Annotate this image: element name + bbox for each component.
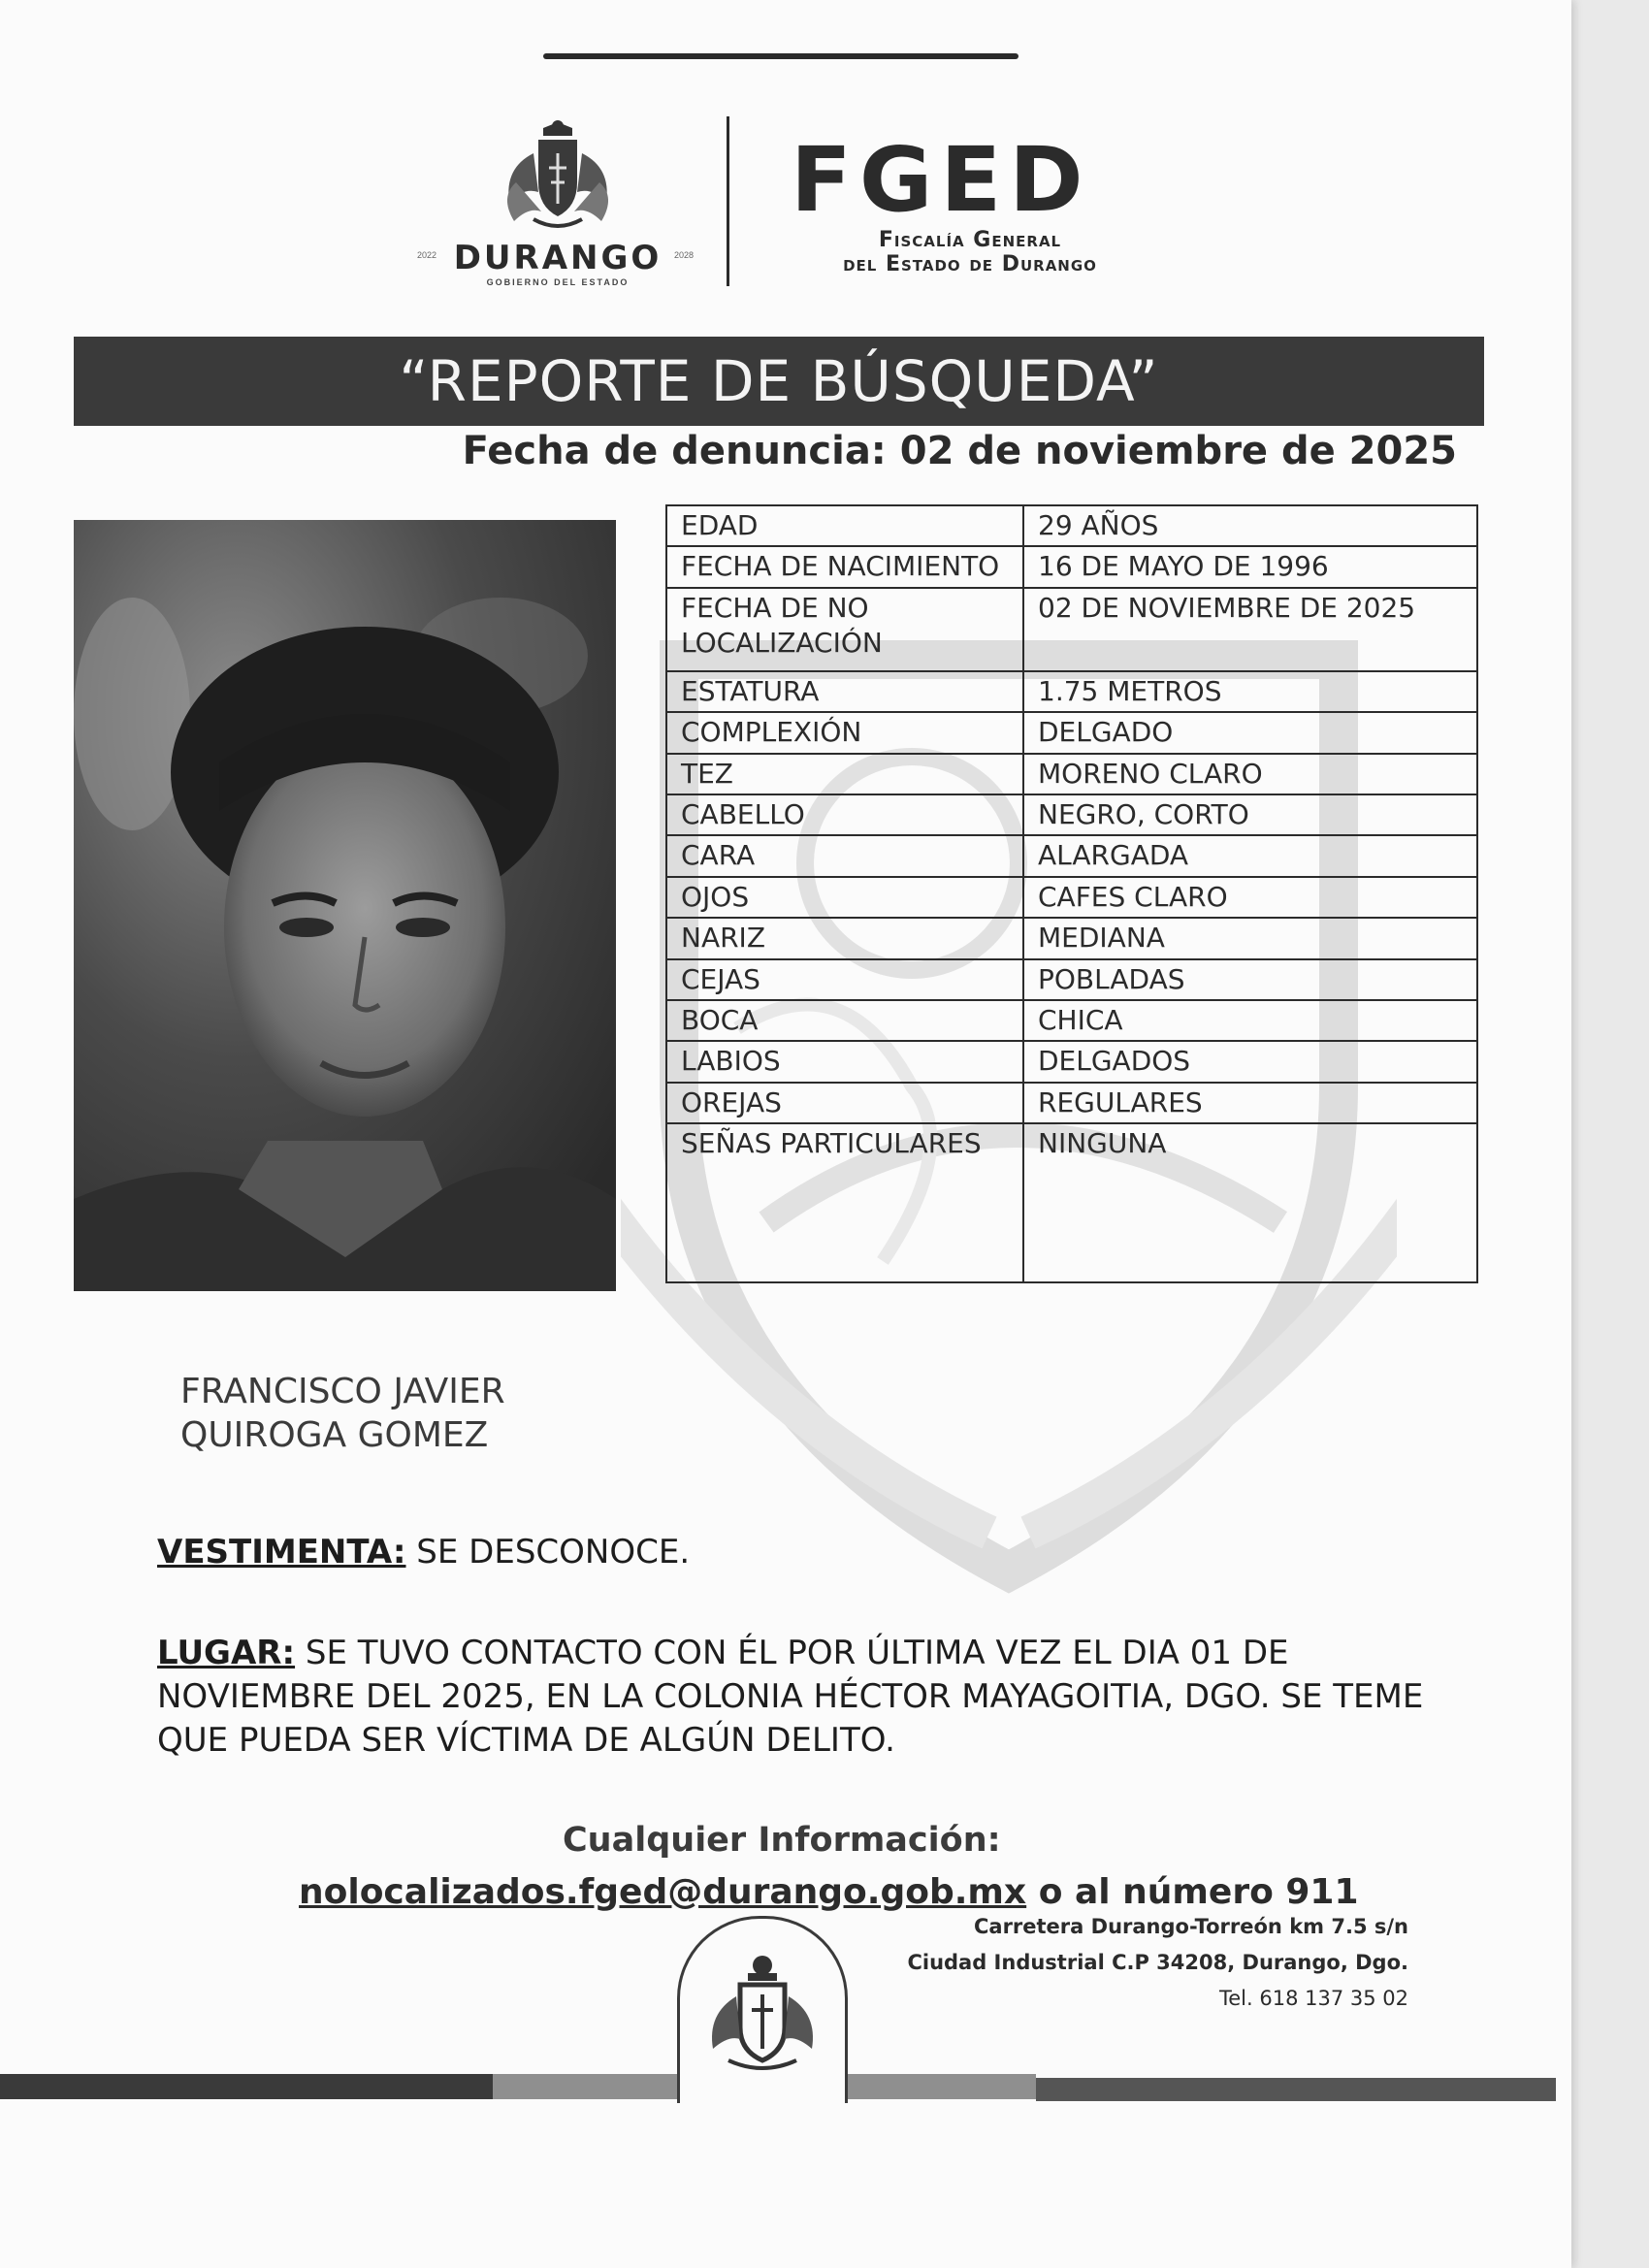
portrait-image xyxy=(74,520,616,1291)
detail-value: DELGADOS xyxy=(1023,1041,1477,1082)
clothing-section xyxy=(157,1533,690,1571)
details-row xyxy=(666,505,1477,546)
agency-name-line2: del Estado de Durango xyxy=(843,252,1097,277)
contact-heading: Cualquier Información: xyxy=(563,1821,1001,1860)
detail-label: LABIOS xyxy=(666,1041,1023,1082)
details-row xyxy=(666,546,1477,587)
detail-label: TEZ xyxy=(666,754,1023,794)
clothing-label: VESTIMENTA: xyxy=(157,1533,406,1571)
person-name-line2: QUIROGA GOMEZ xyxy=(180,1415,489,1455)
detail-label: BOCA xyxy=(666,1000,1023,1041)
footer-coat-of-arms-icon xyxy=(699,1952,825,2078)
detail-label: COMPLEXIÓN xyxy=(666,712,1023,753)
durango-state-logo xyxy=(417,114,698,289)
detail-value: MORENO CLARO xyxy=(1023,754,1477,794)
coat-of-arms-icon xyxy=(495,114,621,236)
place-section xyxy=(157,1632,1476,1764)
detail-value: CAFES CLARO xyxy=(1023,877,1477,918)
details-row xyxy=(666,712,1477,753)
top-rule xyxy=(543,53,1018,59)
office-address xyxy=(907,1909,1408,2016)
contact-phone: o al número 911 xyxy=(1038,1872,1359,1912)
durango-wordmark: DURANGO xyxy=(453,239,663,277)
detail-value: 02 DE NOVIEMBRE DE 2025 xyxy=(1023,588,1477,671)
detail-value: ALARGADA xyxy=(1023,835,1477,876)
person-details-table xyxy=(665,504,1478,1283)
details-row xyxy=(666,1123,1477,1282)
detail-value: NEGRO, CORTO xyxy=(1023,794,1477,835)
detail-label: OREJAS xyxy=(666,1083,1023,1123)
detail-label: CABELLO xyxy=(666,794,1023,835)
detail-value: REGULARES xyxy=(1023,1083,1477,1123)
details-row xyxy=(666,588,1477,671)
contact-email-link[interactable]: nolocalizados.fged@durango.gob.mx xyxy=(299,1872,1027,1912)
agency-name xyxy=(795,228,1145,277)
report-title: “REPORTE DE BÚSQUEDA” xyxy=(399,348,1159,414)
detail-value: 16 DE MAYO DE 1996 xyxy=(1023,546,1477,587)
detail-value: NINGUNA xyxy=(1023,1123,1477,1282)
logo-year-left: 2022 xyxy=(417,250,437,260)
details-row xyxy=(666,959,1477,1000)
details-row xyxy=(666,1083,1477,1123)
detail-value: 29 AÑOS xyxy=(1023,505,1477,546)
agency-acronym: FGED xyxy=(791,128,1091,232)
detail-label: EDAD xyxy=(666,505,1023,546)
person-name xyxy=(180,1370,505,1457)
details-row xyxy=(666,671,1477,712)
details-row xyxy=(666,794,1477,835)
detail-label: CEJAS xyxy=(666,959,1023,1000)
detail-label: FECHA DE NACIMIENTO xyxy=(666,546,1023,587)
details-row xyxy=(666,877,1477,918)
details-row xyxy=(666,1041,1477,1082)
detail-label: CARA xyxy=(666,835,1023,876)
address-line2: Ciudad Industrial C.P 34208, Durango, Dgo. xyxy=(907,1950,1408,1974)
detail-label: SEÑAS PARTICULARES xyxy=(666,1123,1023,1282)
logo-year-right: 2028 xyxy=(674,250,695,260)
detail-value: MEDIANA xyxy=(1023,918,1477,958)
header-divider xyxy=(727,116,729,286)
detail-value: DELGADO xyxy=(1023,712,1477,753)
detail-label: NARIZ xyxy=(666,918,1023,958)
details-row xyxy=(666,754,1477,794)
address-phone: Tel. 618 137 35 02 xyxy=(1219,1986,1408,2010)
detail-value: POBLADAS xyxy=(1023,959,1477,1000)
detail-label: FECHA DE NO LOCALIZACIÓN xyxy=(666,588,1023,671)
address-line1: Carretera Durango-Torreón km 7.5 s/n xyxy=(973,1915,1408,1938)
clothing-value: SE DESCONOCE. xyxy=(416,1533,691,1571)
details-row xyxy=(666,1000,1477,1041)
person-name-line1: FRANCISCO JAVIER xyxy=(180,1372,505,1411)
detail-value: 1.75 METROS xyxy=(1023,671,1477,712)
missing-person-photo xyxy=(74,520,616,1291)
detail-label: ESTATURA xyxy=(666,671,1023,712)
details-row xyxy=(666,918,1477,958)
place-label: LUGAR: xyxy=(157,1634,296,1672)
durango-subtitle: GOBIERNO DEL ESTADO xyxy=(486,277,630,287)
footer-emblem xyxy=(677,1916,848,2103)
report-title-bar xyxy=(74,337,1484,426)
report-date: Fecha de denuncia: 02 de noviembre de 2025 xyxy=(462,429,1457,473)
contact-line xyxy=(299,1872,1359,1912)
place-value: SE TUVO CONTACTO CON ÉL POR ÚLTIMA VEZ EL DIA 01 DE NOVIEMBRE DEL 2025, EN LA COLONIA HÉCTOR MAYAGOITIA, DGO. SE TEME QUE PUEDA SER VÍCTIMA DE ALGÚN DELITO. xyxy=(157,1634,1424,1761)
agency-name-line1: Fiscalía General xyxy=(878,228,1062,252)
details-row xyxy=(666,835,1477,876)
footer-bar-dark xyxy=(0,2074,493,2099)
footer-bar-right xyxy=(1036,2078,1556,2101)
detail-value: CHICA xyxy=(1023,1000,1477,1041)
detail-label: OJOS xyxy=(666,877,1023,918)
